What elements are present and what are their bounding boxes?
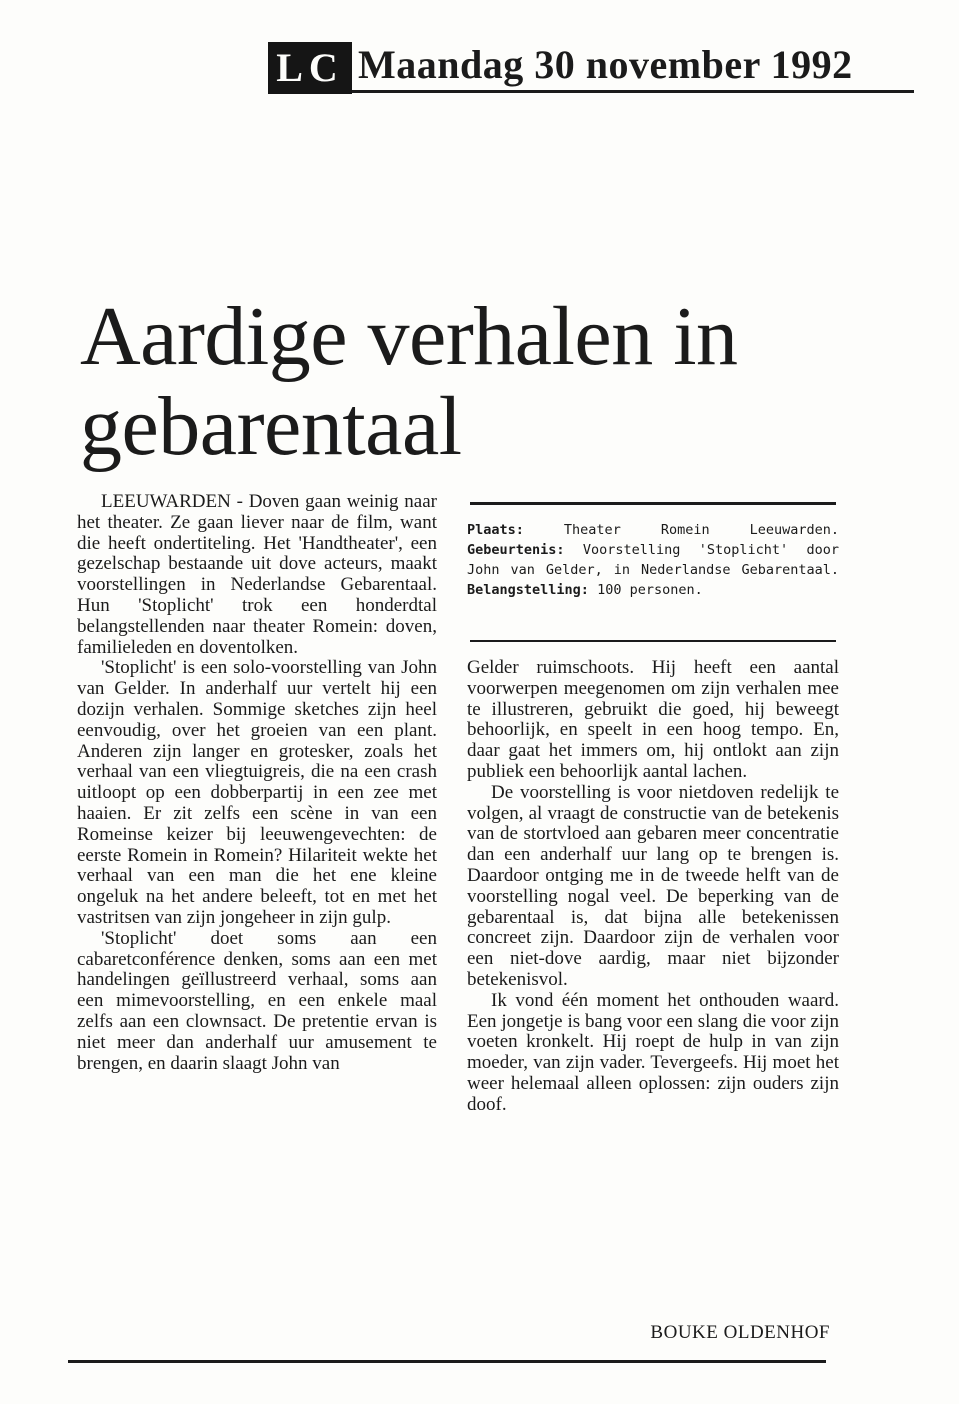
article-column-left xyxy=(77,492,437,1074)
masthead-rule xyxy=(352,90,914,93)
paragraph-cabaret: 'Stoplicht' doet soms aan een cabaretconférence denken, soms aan een met handelingen geïllustreerd verhaal, soms aan een mimevoorstelling, en een enkele maal zelfs aan een clownsact. De pretentie ervan is niet meer dan anderhalf uur amusement te brengen, en daarin slaagt John van xyxy=(77,927,437,1074)
paragraph-stoplicht: 'Stoplicht' is een solo-voorstelling van John van Gelder. In anderhalf uur vertelt hij een dozijn verhalen. Sommige sketches zijn heel eenvoudig, over het groeien van een plant. Anderen zijn langer en grotesker, zoals het verhaal van een vliegtuigreis, die na een crash uitloopt op een dobberpartij in een zee met haaien. Er zit zelfs een scène in van een Romeinse keizer bij leeuwengevechten: de eerste Romein in Romein? Hilariteit wekte het verhaal van een man die het ene kleine ongeluk na het andere beleeft, tot en met het vastritsen van zijn jongeheer in zijn gulp. xyxy=(77,657,437,928)
paragraph-continued: Gelder ruimschoots. Hij heeft een aantal voorwerpen meegenomen om zijn verhalen mee te illustreren, gebruikt die goed, hij beweegt behoorlijk, en speelt in een hoog tempo. En, daar gaat het immers om, hij ontlokt aan zijn publiek een behoorlijk aantal lachen. xyxy=(467,657,839,782)
gebeurtenis-label: Gebeurtenis: xyxy=(467,542,565,558)
author-byline: BOUKE OLDENHOF xyxy=(650,1322,830,1343)
plaats-label: Plaats: xyxy=(467,522,524,538)
paragraph-moment: Ik vond één moment het onthouden waard. Een jongetje is bang voor een slang die voor zijn voeten kronkelt. Hij roept de hulp in van zijn moeder, van zijn vader. Tevergeefs. Hij moet het weer helemaal alleen oplossen: zijn ouders zijn doof. xyxy=(467,989,839,1115)
publication-date: Maandag 30 november 1992 xyxy=(358,42,853,87)
belangstelling-value: 100 personen. xyxy=(597,582,703,598)
infobox-top-rule xyxy=(470,502,836,505)
newspaper-logo: LC xyxy=(268,42,352,94)
paragraph-intro: LEEUWARDEN - Doven gaan weinig naar het theater. Ze gaan liever naar de film, want die heeft ondertiteling. Het 'Handtheater', een gezelschap bestaande uit dove acteurs, maakt voorstellingen in Nederlandse Gebarentaal. Hun 'Stoplicht' trok een honderdtal belangstellenden naar theater Romein: doven, familieleden en doventolken. xyxy=(77,491,437,658)
gebeurtenis-value: Voorstelling 'Stoplicht' door John van Gelder, in Nederlandse Gebarentaal. xyxy=(467,542,839,578)
belangstelling-label: Belangstelling: xyxy=(467,582,589,598)
article-bottom-rule xyxy=(68,1360,826,1363)
masthead xyxy=(268,36,914,98)
infobox-bottom-rule xyxy=(470,640,836,642)
event-infobox xyxy=(467,520,839,600)
article-headline: Aardige verhalen in gebarentaal xyxy=(80,290,738,473)
article-column-right xyxy=(467,658,839,1116)
paragraph-opinion: De voorstelling is voor nietdoven redelijk te volgen, al vraagt de constructie van de betekenis van de stortvloed aan gebaren meer concentratie dan een anderhalf uur lang op te brengen is. Daardoor ontging me in de tweede helft van de voorstelling nogal veel. De beperking van de gebarentaal is, dat bijna alle betekenissen concreet zijn. Daardoor zijn de verhalen voor een niet-dove aardig, maar niet bijzonder betekenisvol. xyxy=(467,781,839,990)
plaats-value: Theater Romein Leeuwarden. xyxy=(563,522,839,538)
